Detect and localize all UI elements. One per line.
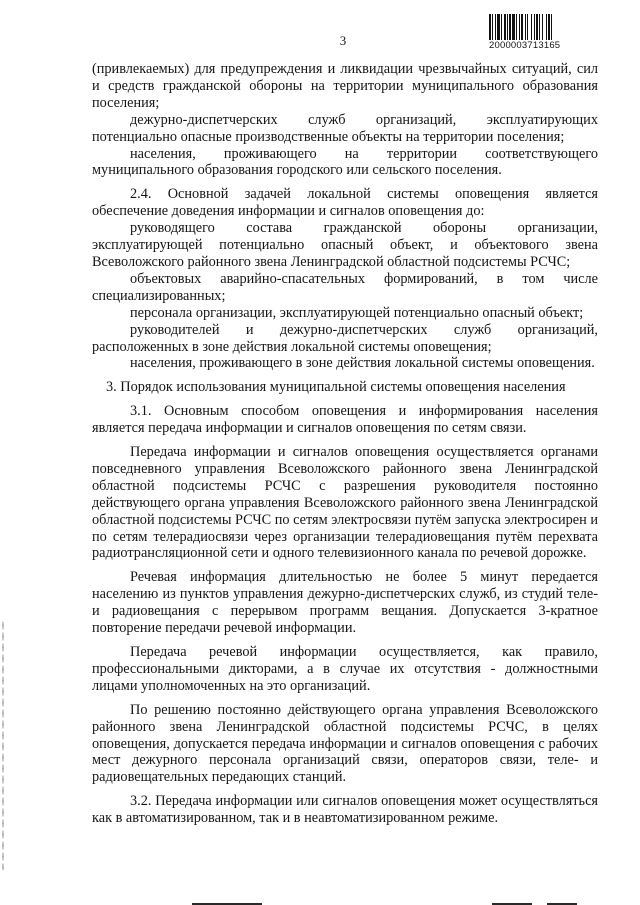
barcode-bar <box>497 14 500 40</box>
barcode-bar <box>489 14 491 40</box>
barcode-bar <box>501 14 502 40</box>
list-item-population: населения, проживающего на территории соответствующего муниципального образования городского или сельского поселения. <box>92 145 598 179</box>
barcode-bar <box>551 14 552 40</box>
barcode-bar <box>548 14 550 40</box>
paragraph-transmission: Передача информации и сигналов оповещения осуществляется органами повседневного управления Всеволожского районного звена Ленинградской областной подсистемы РСЧС с разрешения руководителя постоянно действующего органа управления Всеволожского районного звена Ленинградской областной подсистемы РСЧС по сетям электросвязи путём запуска электросирен и по сетям телерадиосвязи через организации телерадиовещания путём перехвата радиотрансляционной сети и одного телевизионного канала по речевой дорожке. <box>92 444 598 562</box>
page-number: 3 <box>339 33 347 48</box>
page-bottom-artifact <box>92 900 600 905</box>
paragraph-decision: По решению постоянно действующего органа управления Всеволожского районного звена Ленинградской областной подсистемы РСЧС, в целях оповещения, допускается передача информации и сигналов оповещения с рабочих мест дежурного персонала организаций связи, операторов связи, теле- и радиовещательных передающих станций. <box>92 701 598 786</box>
list-item-leadership: руководящего состава гражданской обороны организации, эксплуатирующей потенциально опасный объект, и объектового звена Всеволожского районного звена Ленинградской областной подсистемы РСЧС; <box>92 220 598 270</box>
scan-edge-artifact <box>2 620 4 870</box>
barcode <box>489 14 591 52</box>
list-item-dispatch-services: дежурно-диспетчерских служб организаций, эксплуатирующих потенциально опасные производственные объекты на территории поселения; <box>92 111 598 145</box>
paragraph-announcers: Передача речевой информации осуществляется, как правило, профессиональными дикторами, а в случае их отсутствия - должностными лицами уполномоченных на это организаций. <box>92 644 598 694</box>
barcode-bar <box>509 14 511 40</box>
list-item-personnel: персонала организации, эксплуатирующей потенциально опасный объект; <box>130 304 584 321</box>
barcode-bar <box>546 14 547 40</box>
barcode-bar <box>492 14 493 40</box>
barcode-bar <box>534 14 535 40</box>
clause-3-2: 3.2. Передача информации или сигналов оповещения может осуществляться как в автоматизированном, так и в неавтоматизированном режиме. <box>92 793 598 827</box>
barcode-bar <box>507 14 508 40</box>
clause-2-4: 2.4. Основной задачей локальной системы оповещения является обеспечение доведения информации и сигналов оповещения до: <box>92 186 598 220</box>
paragraph-continuation: (привлекаемых) для предупреждения и ликвидации чрезвычайных ситуаций, сил и средств гражданской обороны на территории муниципального образования поселения; <box>92 61 598 111</box>
barcode-bar <box>536 14 538 40</box>
barcode-bar <box>521 14 523 40</box>
barcode-bar <box>516 14 517 40</box>
clause-3-1: 3.1. Основным способом оповещения и информирования населения является передача информации и сигналов оповещения по сетям связи. <box>92 403 598 437</box>
barcode-bar <box>495 14 496 40</box>
list-item-local-population: населения, проживающего в зоне действия локальной системы оповещения. <box>130 355 595 372</box>
barcode-bar <box>504 14 506 40</box>
barcode-bar <box>525 14 526 40</box>
section-heading-3: 3. Порядок использования муниципальной системы оповещения населения <box>106 379 566 396</box>
paragraph-speech-info: Речевая информация длительностью не более 5 минут передается населению из пунктов управления дежурно-диспетчерских служб, из студий теле- и радиовещания с перерывом программ вещания. Допускается 3-кратное повторение передачи речевой информации. <box>92 569 598 637</box>
list-item-managers: руководителей и дежурно-диспетчерских служб организаций, расположенных в зоне действия локальной системы оповещения; <box>92 321 598 355</box>
barcode-bar <box>527 14 528 40</box>
barcode-bar <box>542 14 543 40</box>
barcode-bar <box>519 14 520 40</box>
list-item-rescue-units: объектовых аварийно-спасательных формирований, в том числе специализированных; <box>92 270 598 304</box>
barcode-bar <box>539 14 540 40</box>
barcode-bar <box>531 14 532 40</box>
barcode-bar <box>512 14 515 40</box>
barcode-bars <box>489 14 584 40</box>
document-body <box>92 61 598 827</box>
barcode-number: 2000003713165 <box>489 40 561 51</box>
